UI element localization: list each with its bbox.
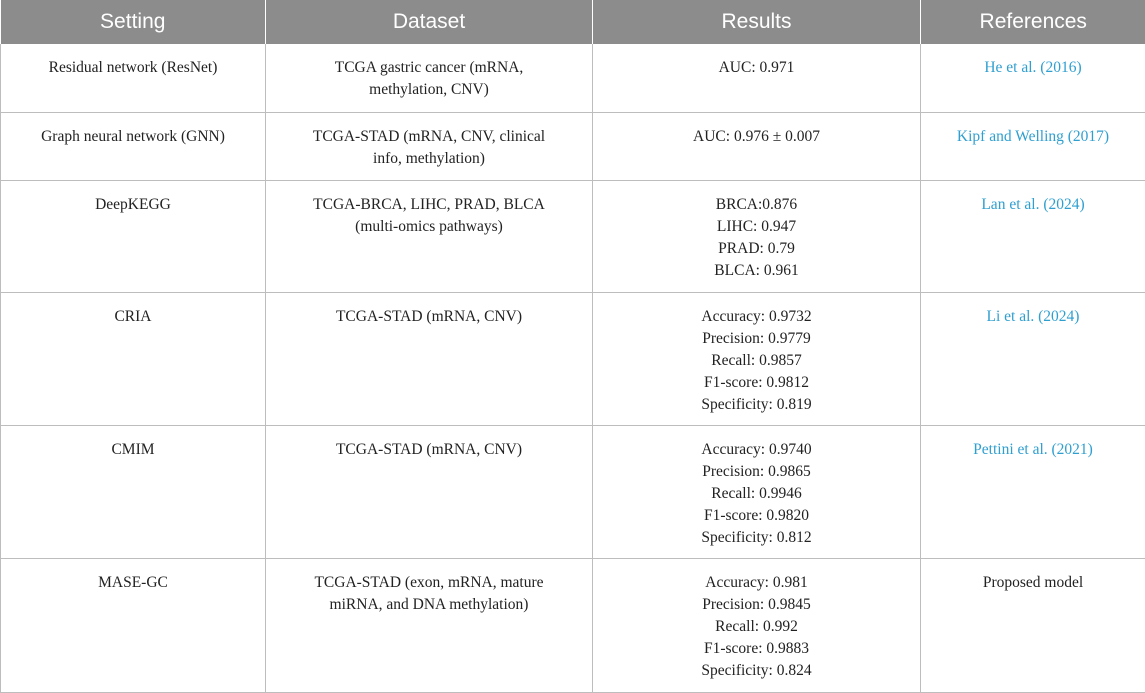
result-line: Recall: 0.9946 <box>605 483 908 505</box>
result-line: Precision: 0.9865 <box>605 461 908 483</box>
dataset-cell <box>266 180 593 292</box>
setting-cell: Graph neural network (GNN) <box>1 112 266 180</box>
header-dataset: Dataset <box>266 0 593 44</box>
result-line: Accuracy: 0.9732 <box>605 306 908 328</box>
result-line: F1-score: 0.9820 <box>605 505 908 527</box>
header-setting: Setting <box>1 0 266 44</box>
setting-cell: CMIM <box>1 425 266 558</box>
dataset-cell <box>266 112 593 180</box>
reference-link[interactable]: Lan et al. (2024) <box>921 180 1145 292</box>
setting-cell: Residual network (ResNet) <box>1 44 266 112</box>
table-row <box>1 112 1145 180</box>
reference-link[interactable]: Pettini et al. (2021) <box>921 425 1145 558</box>
dataset-line: TCGA-STAD (mRNA, CNV) <box>278 439 580 461</box>
table-row <box>1 44 1145 112</box>
reference-link[interactable]: Kipf and Welling (2017) <box>921 112 1145 180</box>
setting-cell: DeepKEGG <box>1 180 266 292</box>
reference-link[interactable]: Li et al. (2024) <box>921 292 1145 425</box>
results-cell <box>593 112 921 180</box>
dataset-cell <box>266 558 593 692</box>
reference-link[interactable]: He et al. (2016) <box>921 44 1145 112</box>
table-row <box>1 292 1145 425</box>
table-body <box>1 44 1145 692</box>
header-references: References <box>921 0 1145 44</box>
table-row <box>1 425 1145 558</box>
header-row <box>1 0 1145 44</box>
results-cell <box>593 425 921 558</box>
result-line: Recall: 0.9857 <box>605 350 908 372</box>
dataset-line: TCGA-STAD (mRNA, CNV, clinical <box>278 126 580 148</box>
dataset-cell <box>266 425 593 558</box>
dataset-cell <box>266 44 593 112</box>
result-line: F1-score: 0.9812 <box>605 372 908 394</box>
table-row <box>1 180 1145 292</box>
dataset-line: methylation, CNV) <box>278 79 580 101</box>
dataset-line: TCGA-STAD (exon, mRNA, mature <box>278 572 580 594</box>
result-line: Recall: 0.992 <box>605 616 908 638</box>
setting-cell: CRIA <box>1 292 266 425</box>
result-line: Specificity: 0.824 <box>605 660 908 682</box>
results-cell <box>593 558 921 692</box>
result-line: Precision: 0.9779 <box>605 328 908 350</box>
setting-cell: MASE-GC <box>1 558 266 692</box>
dataset-cell <box>266 292 593 425</box>
result-line: BLCA: 0.961 <box>605 260 908 282</box>
result-line: Accuracy: 0.981 <box>605 572 908 594</box>
results-cell <box>593 292 921 425</box>
dataset-line: info, methylation) <box>278 148 580 170</box>
table-header <box>1 0 1145 44</box>
result-line: Specificity: 0.819 <box>605 394 908 416</box>
result-line: BRCA:0.876 <box>605 194 908 216</box>
dataset-line: TCGA-STAD (mRNA, CNV) <box>278 306 580 328</box>
result-line: AUC: 0.971 <box>605 57 908 79</box>
header-results: Results <box>593 0 921 44</box>
result-line: Specificity: 0.812 <box>605 527 908 549</box>
reference-text: Proposed model <box>921 558 1145 692</box>
result-line: PRAD: 0.79 <box>605 238 908 260</box>
dataset-line: (multi-omics pathways) <box>278 216 580 238</box>
result-line: AUC: 0.976 ± 0.007 <box>605 126 908 148</box>
dataset-line: TCGA gastric cancer (mRNA, <box>278 57 580 79</box>
result-line: Precision: 0.9845 <box>605 594 908 616</box>
results-cell <box>593 180 921 292</box>
result-line: F1-score: 0.9883 <box>605 638 908 660</box>
results-cell <box>593 44 921 112</box>
result-line: LIHC: 0.947 <box>605 216 908 238</box>
dataset-line: TCGA-BRCA, LIHC, PRAD, BLCA <box>278 194 580 216</box>
table-row <box>1 558 1145 692</box>
result-line: Accuracy: 0.9740 <box>605 439 908 461</box>
dataset-line: miRNA, and DNA methylation) <box>278 594 580 616</box>
